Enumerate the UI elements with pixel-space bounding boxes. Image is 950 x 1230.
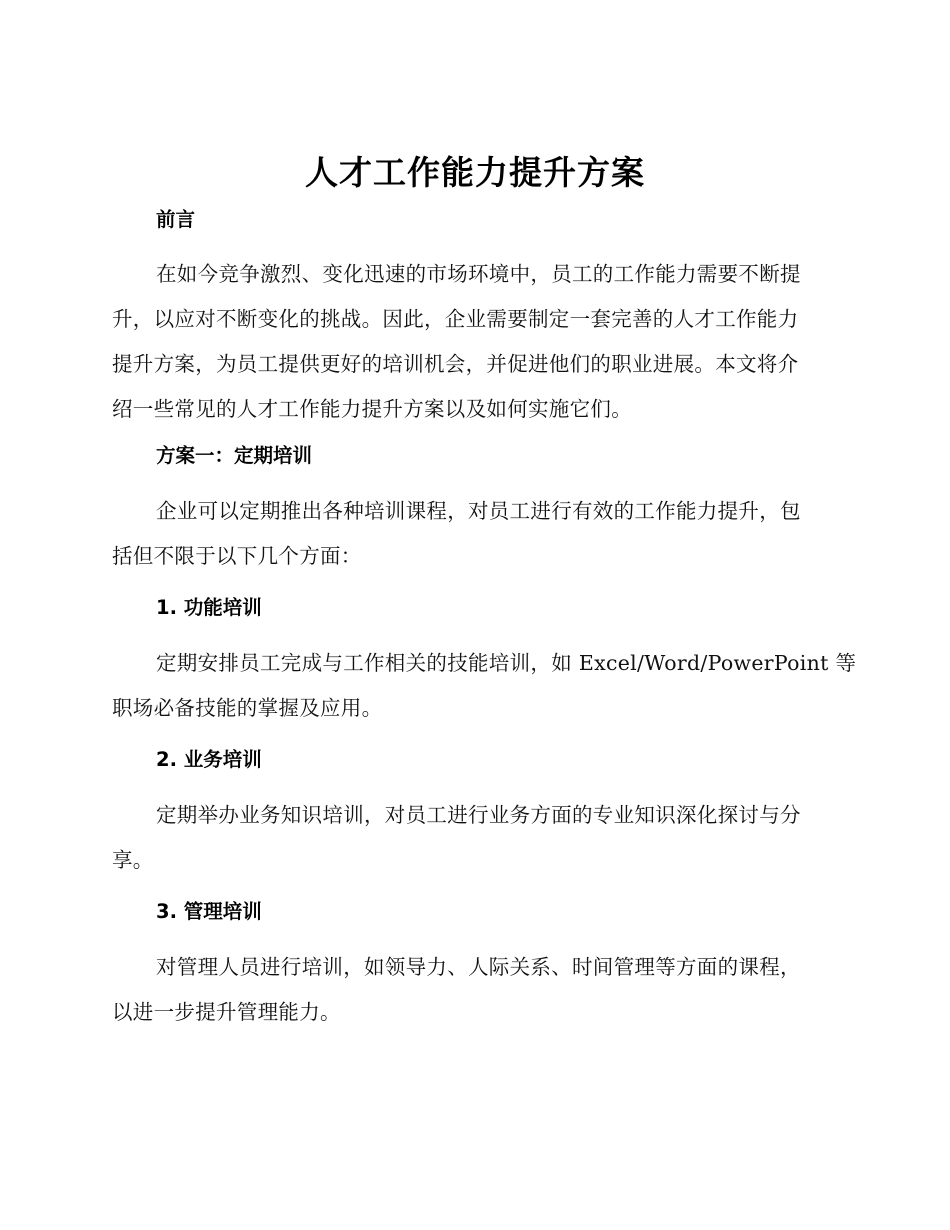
paragraph-line: 对管理人员进行培训，如领导力、人际关系、时间管理等方面的课程， bbox=[156, 955, 801, 979]
sub1-paragraph bbox=[112, 647, 857, 737]
sub2-heading: 2. 业务培训 bbox=[156, 748, 262, 771]
paragraph-line: 职场必备技能的掌握及应用。 bbox=[112, 696, 383, 720]
plan1-heading: 方案一：定期培训 bbox=[156, 444, 313, 467]
sub3-paragraph bbox=[112, 951, 838, 1041]
paragraph-line: 绍一些常见的人才工作能力提升方案以及如何实施它们。 bbox=[112, 397, 632, 421]
sub1-heading: 1. 功能培训 bbox=[156, 596, 262, 619]
plan1-paragraph bbox=[112, 495, 838, 585]
paragraph-line: 提升方案，为员工提供更好的培训机会，并促进他们的职业进展。本文将介 bbox=[112, 352, 799, 376]
document-title: 人才工作能力提升方案 bbox=[305, 153, 645, 192]
sub3-heading: 3. 管理培训 bbox=[156, 900, 262, 923]
preface-paragraph bbox=[112, 258, 838, 438]
paragraph-line: 定期安排员工完成与工作相关的技能培训，如 Excel/Word/PowerPoint 等 bbox=[156, 651, 857, 675]
paragraph-line: 升，以应对不断变化的挑战。因此，企业需要制定一套完善的人才工作能力 bbox=[112, 307, 799, 331]
paragraph-line: 以进一步提升管理能力。 bbox=[112, 1000, 341, 1024]
paragraph-line: 括但不限于以下几个方面： bbox=[112, 544, 362, 568]
sub2-paragraph bbox=[112, 799, 838, 889]
preface-heading: 前言 bbox=[156, 208, 196, 231]
paragraph-line: 定期举办业务知识培训，对员工进行业务方面的专业知识深化探讨与分 bbox=[156, 803, 801, 827]
paragraph-line: 企业可以定期推出各种培训课程，对员工进行有效的工作能力提升，包 bbox=[156, 499, 801, 523]
paragraph-line: 享。 bbox=[112, 848, 154, 872]
paragraph-line: 在如今竞争激烈、变化迅速的市场环境中，员工的工作能力需要不断提 bbox=[156, 262, 801, 286]
